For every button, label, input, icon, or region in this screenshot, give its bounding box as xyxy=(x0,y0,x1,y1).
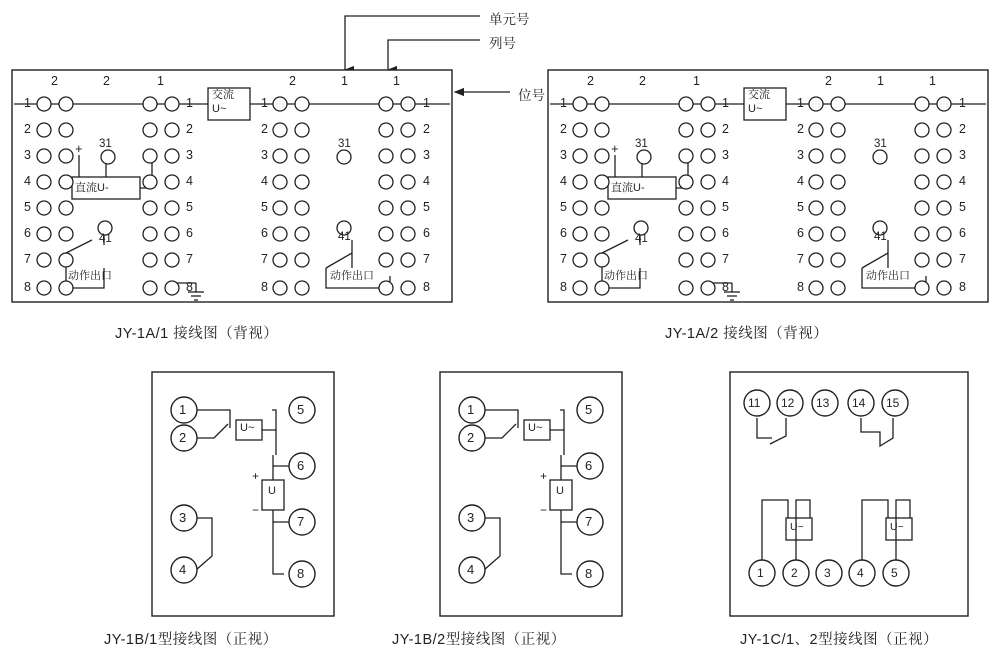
jy1a1-row-6: 6 xyxy=(24,226,31,240)
jy1a2-right-row-4: 4 xyxy=(959,174,966,188)
jy1a1-right-row-4: 4 xyxy=(423,174,430,188)
jy1a2-col-label-2a: 2 xyxy=(587,74,594,88)
jy1a2-terminal-31-label: 31 xyxy=(635,138,648,150)
jy1a1-output-b-label: 动作出口 xyxy=(330,270,374,282)
jy1a2-mid-row-6: 6 xyxy=(722,226,729,240)
jy1a1-r2-row-1: 1 xyxy=(261,96,268,110)
jy1a2-row-1: 1 xyxy=(560,96,567,110)
jy1a1-row-5: 5 xyxy=(24,200,31,214)
jy1b1-terminal-4: 4 xyxy=(179,562,187,577)
jy1a1-mid-row-8: 8 xyxy=(186,280,193,294)
jy1a2-row-5: 5 xyxy=(560,200,567,214)
caption-jy1c: JY-1C/1、2型接线图（正视） xyxy=(740,632,939,648)
jy1b1-uac-label: U~ xyxy=(240,422,255,434)
jy1a1-row-1: 1 xyxy=(24,96,31,110)
jy1a2-right-row-3: 3 xyxy=(959,148,966,162)
jy1a2-dc-label: 直流U- xyxy=(611,182,645,194)
caption-jy1a2: JY-1A/2 接线图（背视） xyxy=(665,326,829,342)
jy1a1-right-row-1: 1 xyxy=(423,96,430,110)
jy1a2-right-row-6: 6 xyxy=(959,226,966,240)
jy1a2-r2-row-7: 7 xyxy=(797,252,804,266)
jy1c-terminal-12: 12 xyxy=(781,396,795,410)
jy1a2-row-2: 2 xyxy=(560,122,567,136)
jy1a2-mid-row-3: 3 xyxy=(722,148,729,162)
jy1b2-plus-label: + xyxy=(540,469,548,483)
jy1a1-mid-row-3: 3 xyxy=(186,148,193,162)
jy1b2-uac-label: U~ xyxy=(528,422,543,434)
jy1a1-row-4: 4 xyxy=(24,174,31,188)
jy1a1-terminal-41-label: 41 xyxy=(99,233,112,245)
jy1a2-row-6: 6 xyxy=(560,226,567,240)
jy1a2-output-label: 动作出口 xyxy=(604,270,648,282)
jy1b2-terminal-7: 7 xyxy=(585,514,593,529)
jy1a1-r2-row-7: 7 xyxy=(261,252,268,266)
caption-jy1a1: JY-1A/1 接线图（背视） xyxy=(115,326,279,342)
jy1b2-terminal-6: 6 xyxy=(585,458,593,473)
annotation-position-no: 位号 xyxy=(518,88,545,103)
jy1c-terminal-11: 11 xyxy=(748,396,761,410)
jy1a2-r2-row-3: 3 xyxy=(797,148,804,162)
jy1a2-mid-row-4: 4 xyxy=(722,174,729,188)
jy1a1-right-row-3: 3 xyxy=(423,148,430,162)
jy1a2-row-7: 7 xyxy=(560,252,567,266)
jy1b1-terminal-5: 5 xyxy=(297,402,305,417)
jy1a2-ac-label: 交流 xyxy=(748,89,770,101)
jy1a1-col-label-1c: 1 xyxy=(393,74,400,88)
jy1b1-udc-label: U xyxy=(268,485,276,497)
jy1a1-terminal-31b-label: 31 xyxy=(338,138,351,150)
jy1a1-col-label-1a: 1 xyxy=(157,74,164,88)
jy1a1-mid-row-1: 1 xyxy=(186,96,193,110)
jy1a1-ac-label: 交流 xyxy=(212,89,234,101)
jy1a1-terminal-31-label: 31 xyxy=(99,138,112,150)
caption-jy1b1: JY-1B/1型接线图（正视） xyxy=(104,632,278,648)
jy1a1-terminal-41b-label: 41 xyxy=(338,231,351,243)
annotation-column-no: 列号 xyxy=(489,36,516,51)
jy1a1-right-row-5: 5 xyxy=(423,200,430,214)
jy1b2-terminal-8: 8 xyxy=(585,566,593,581)
jy1a1-output-label: 动作出口 xyxy=(68,270,112,282)
jy1a2-r2-row-4: 4 xyxy=(797,174,804,188)
jy1b2-terminal-4: 4 xyxy=(467,562,475,577)
jy1a2-output-b-label: 动作出口 xyxy=(866,270,910,282)
jy1b1-terminal-2: 2 xyxy=(179,430,187,445)
jy1a1-r2-row-4: 4 xyxy=(261,174,268,188)
jy1b2-terminal-1: 1 xyxy=(467,402,475,417)
jy1a1-ac-unit-label: U~ xyxy=(212,103,227,115)
jy1a2-plus-label: + xyxy=(611,141,619,156)
jy1a2-right-row-1: 1 xyxy=(959,96,966,110)
jy1a2-r2-row-6: 6 xyxy=(797,226,804,240)
jy1a1-right-row-2: 2 xyxy=(423,122,430,136)
jy1b2-terminal-3: 3 xyxy=(467,510,475,525)
jy1a2-r2-row-1: 1 xyxy=(797,96,804,110)
jy1a1-mid-row-6: 6 xyxy=(186,226,193,240)
jy1a2-right-row-5: 5 xyxy=(959,200,966,214)
jy1a1-right-row-8: 8 xyxy=(423,280,430,294)
annotation-unit-no: 单元号 xyxy=(489,12,530,27)
jy1a1-dc-label: 直流U- xyxy=(75,182,109,194)
jy1c-terminal-14: 14 xyxy=(852,396,866,410)
jy1a1-r2-row-6: 6 xyxy=(261,226,268,240)
jy1a1-r2-row-8: 8 xyxy=(261,280,268,294)
jy1a2-col-label-1a: 1 xyxy=(693,74,700,88)
jy1a2-right-row-2: 2 xyxy=(959,122,966,136)
jy1a1-col-label-1b: 1 xyxy=(341,74,348,88)
jy1a1-col-label-2b: 2 xyxy=(103,74,110,88)
jy1a2-right-row-7: 7 xyxy=(959,252,966,266)
jy1b1-terminal-6: 6 xyxy=(297,458,305,473)
jy1a2-r2-row-5: 5 xyxy=(797,200,804,214)
jy1c-terminal-2: 2 xyxy=(791,566,798,580)
jy1b1-plus-label: + xyxy=(252,469,260,483)
jy1a1-right-row-7: 7 xyxy=(423,252,430,266)
jy1a1-mid-row-2: 2 xyxy=(186,122,193,136)
jy1a1-right-row-6: 6 xyxy=(423,226,430,240)
jy1c-terminal-1: 1 xyxy=(757,566,764,580)
jy1c-terminal-5: 5 xyxy=(891,566,898,580)
jy1a1-mid-row-5: 5 xyxy=(186,200,193,214)
jy1b2-udc-label: U xyxy=(556,485,564,497)
jy1a2-terminal-31b-label: 31 xyxy=(874,138,887,150)
jy1a1-r2-row-2: 2 xyxy=(261,122,268,136)
jy1c-terminal-3: 3 xyxy=(824,566,831,580)
jy1a2-right-row-8: 8 xyxy=(959,280,966,294)
jy1a2-row-3: 3 xyxy=(560,148,567,162)
jy1a2-col-label-1c: 1 xyxy=(929,74,936,88)
jy1a2-mid-row-1: 1 xyxy=(722,96,729,110)
jy1a1-row-3: 3 xyxy=(24,148,31,162)
jy1c-terminal-13: 13 xyxy=(816,396,830,410)
jy1a2-col-label-1b: 1 xyxy=(877,74,884,88)
jy1a2-col-label-2b: 2 xyxy=(639,74,646,88)
jy1a2-ac-unit-label: U~ xyxy=(748,103,763,115)
jy1a2-col-label-2c: 2 xyxy=(825,74,832,88)
jy1a1-row-2: 2 xyxy=(24,122,31,136)
jy1b1-minus-label: − xyxy=(252,503,260,517)
jy1a2-mid-row-7: 7 xyxy=(722,252,729,266)
jy1a2-mid-row-5: 5 xyxy=(722,200,729,214)
jy1c-terminal-15: 15 xyxy=(886,396,900,410)
jy1b1-terminal-1: 1 xyxy=(179,402,187,417)
jy1a1-mid-row-4: 4 xyxy=(186,174,193,188)
jy1a2-mid-row-8: 8 xyxy=(722,280,729,294)
jy1a1-plus-label: + xyxy=(75,141,83,156)
jy1c-terminal-4: 4 xyxy=(857,566,864,580)
jy1a1-row-8: 8 xyxy=(24,280,31,294)
jy1a2-mid-row-2: 2 xyxy=(722,122,729,136)
jy1a1-mid-row-7: 7 xyxy=(186,252,193,266)
jy1b1-terminal-8: 8 xyxy=(297,566,305,581)
jy1a1-row-7: 7 xyxy=(24,252,31,266)
jy1b1-terminal-7: 7 xyxy=(297,514,305,529)
jy1a2-terminal-41b-label: 41 xyxy=(874,231,887,243)
caption-jy1b2: JY-1B/2型接线图（正视） xyxy=(392,632,566,648)
jy1a2-terminal-41-label: 41 xyxy=(635,233,648,245)
jy1a1-r2-row-3: 3 xyxy=(261,148,268,162)
jy1a1-col-label-2a: 2 xyxy=(51,74,58,88)
jy1b1-terminal-3: 3 xyxy=(179,510,187,525)
jy1c-uac-left-label: U~ xyxy=(790,521,804,533)
jy1c-uac-right-label: U~ xyxy=(890,521,904,533)
jy1a2-row-4: 4 xyxy=(560,174,567,188)
jy1a2-r2-row-2: 2 xyxy=(797,122,804,136)
jy1b2-terminal-5: 5 xyxy=(585,402,593,417)
jy1a2-row-8: 8 xyxy=(560,280,567,294)
jy1b2-minus-label: − xyxy=(540,503,548,517)
jy1a1-r2-row-5: 5 xyxy=(261,200,268,214)
jy1b2-terminal-2: 2 xyxy=(467,430,475,445)
jy1a2-r2-row-8: 8 xyxy=(797,280,804,294)
jy1a1-col-label-2c: 2 xyxy=(289,74,296,88)
